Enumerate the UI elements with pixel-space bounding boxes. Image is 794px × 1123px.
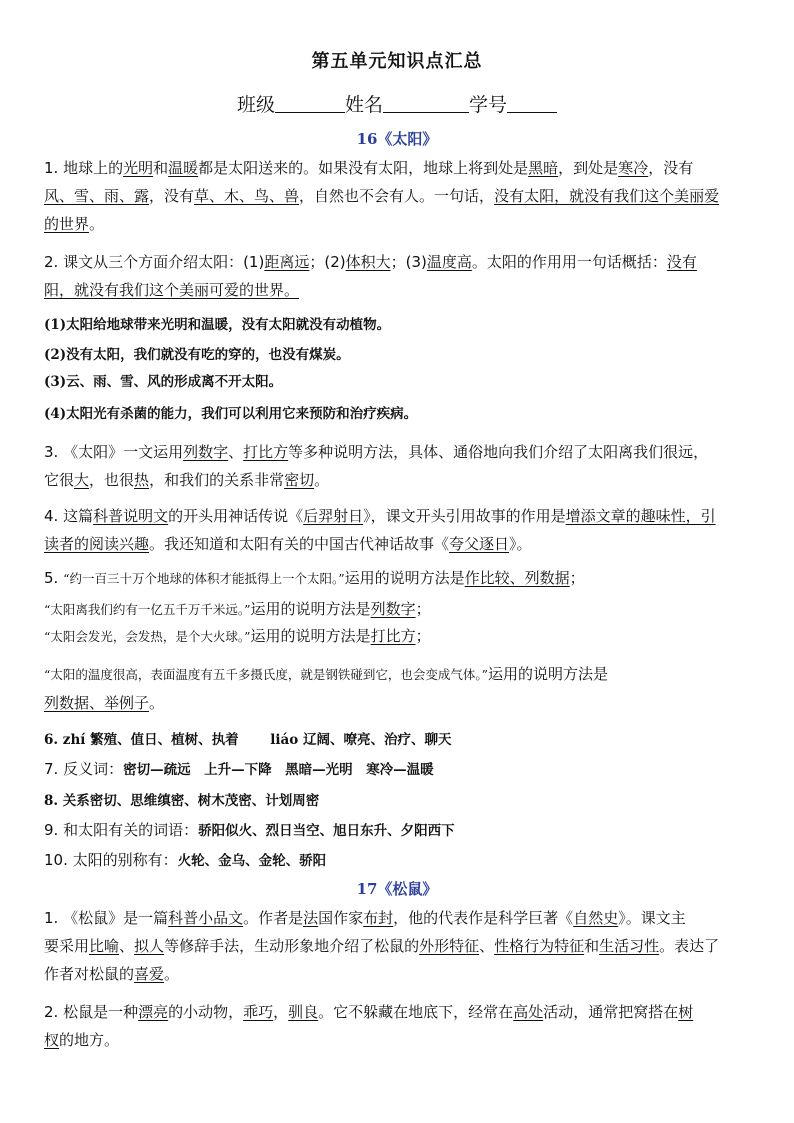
text-run: 和 [153,159,169,177]
text-run: 布封 [363,909,394,927]
text-run: 。 [89,215,105,233]
text-run: 。表达了 [659,937,720,955]
text-run: 光明 [123,159,154,177]
text-run: ，也很 [89,471,135,489]
text-run: 等多种说明方法，具体、通俗地向我们介绍了太阳离我们很远， [288,443,709,461]
item-17-1 [44,904,752,988]
text-run: 都是太阳送来的。如果没有太阳，地球上将到处是 [198,159,529,177]
text-run: 的世界 [44,215,90,233]
text-run: 运用的说明方法是 [344,569,465,587]
text-run: 喜爱 [134,965,165,983]
text-run: 黑暗 [528,159,559,177]
text-run: 密切—疏远 上升—下降 黑暗—光明 寒冷—温暖 [123,762,434,778]
text-run: 和 [584,937,600,955]
text-run: 距离远 [264,253,310,271]
text-run: ； [415,600,431,618]
item-17-2 [44,998,752,1054]
text-run: ；(3) [390,253,427,271]
text-run: 7. 反义词： [44,760,124,778]
text-run: 、 [228,443,244,461]
sun-role-3: (3)云、雨、雪、风的形成离不开太阳。 [44,374,283,390]
text-run: 4. 这篇 [44,507,94,525]
text-run: 活动，通常把窝搭在 [543,1003,679,1021]
text-run: 运用的说明方法是 [250,600,371,618]
text-run: 2. 松鼠是一种 [44,1003,139,1021]
class-blank [275,94,345,113]
text-run: 9. 和太阳有关的词语： [44,821,199,839]
text-run: 比喻 [89,937,120,955]
text-run: 10. 太阳的别称有： [44,851,178,869]
text-run: “太阳的温度很高，表面温度有五千多摄氏度，就是钢铁碰到它，也会变成气体。” [44,667,489,682]
sun-role-1: (1)太阳给地球带来光明和温暖，没有太阳就没有动植物。 [44,317,391,333]
page-title: 第五单元知识点汇总 [311,51,483,72]
text-run: 》。课文主 [618,909,686,927]
text-run: 运用的说明方法是 [488,665,609,683]
text-run: 驯良 [288,1003,319,1021]
text-run: 科普小品文 [168,909,244,927]
item-16-3 [44,438,752,494]
text-run: ，和我们的关系非常 [149,471,285,489]
text-run: ，到处是 [558,159,619,177]
text-run: 、 [119,937,135,955]
text-run: 作者对松鼠的 [44,965,135,983]
text-run: 。 [164,965,180,983]
text-run: 阳，就没有我们这个美丽可爱的世界。 [44,281,300,299]
item-16-2 [44,248,752,304]
text-run: ，他的代表作是科学巨著《 [393,909,574,927]
item-16-7 [44,755,752,784]
student-info-line [0,90,794,117]
text-run: 5. [44,569,64,587]
text-run: 温暖 [168,159,199,177]
text-run: 读者的阅读兴趣 [44,535,150,553]
text-run: ； [415,627,431,645]
text-run: 它很 [44,471,75,489]
text-run: 。我还知道和太阳有关的中国古代神话故事《 [149,535,450,553]
text-run: 骄阳似火、烈日当空、旭日东升、夕阳西下 [198,823,455,839]
sun-role-2: (2)没有太阳，我们就没有吃的穿的，也没有煤炭。 [44,347,350,363]
text-run: 作比较、列数据 [464,569,570,587]
text-run: 乖巧 [243,1003,274,1021]
text-run: 的开头用神话传说《 [168,507,304,525]
text-run: “太阳离我们约有一亿五千万千米远。” [44,602,251,617]
text-run: 增添文章的趣味性，引 [565,507,716,525]
text-run: 性格行为特征 [494,937,585,955]
text-run: 3. 《太阳》一文运用 [44,443,184,461]
text-run: 》，课文开头引用故事的作用是 [363,507,566,525]
section-heading-16: 16《太阳》 [356,130,438,148]
text-run: 的小动物， [168,1003,244,1021]
text-run: 打比方 [370,627,416,645]
text-run: 国作家 [318,909,364,927]
text-run: 草、木、鸟、兽 [194,187,300,205]
item-16-6: 6. zhí 繁殖、值日、植树、执着 liáo 辽阔、嘹亮、治疗、聊天 [44,732,452,748]
text-run: ；(2) [309,253,346,271]
item-16-9 [44,816,752,845]
text-run: 生活习性 [599,937,660,955]
text-run: 等修辞手法，生动形象地介绍了松鼠的 [164,937,420,955]
text-run: 漂亮 [138,1003,169,1021]
item-16-4 [44,502,752,558]
text-run: 列数据、举例子 [44,694,150,712]
text-run: 1. 《松鼠》是一篇 [44,909,169,927]
text-run: 列数字 [183,443,229,461]
text-run: 自然史 [573,909,619,927]
text-run: 夸父逐日 [449,535,510,553]
item-16-1 [44,154,752,238]
text-run: ； [569,569,585,587]
text-run: 外形特征 [419,937,480,955]
text-run: 。作者是 [243,909,304,927]
text-run: 体积大 [345,253,391,271]
text-run: 列数字 [370,600,416,618]
class-label: 班级 [236,94,275,116]
item-16-8: 8. 关系密切、思维缜密、树木茂密、计划周密 [44,793,320,809]
text-run: 。太阳的作用用一句话概括： [471,253,667,271]
text-run: 大 [74,471,90,489]
text-run: 树 [678,1003,694,1021]
text-run: 没有太阳，就没有我们这个美丽爱 [494,187,720,205]
text-run: 火轮、金乌、金轮、骄阳 [177,853,327,869]
text-run: “太阳会发光，会发热，是个大火球。” [44,629,251,644]
section-heading-17: 17《松鼠》 [356,880,438,898]
text-run: 杈 [44,1031,60,1049]
text-run: 密切 [284,471,315,489]
sun-role-4: (4)太阳光有杀菌的能力，我们可以利用它来预防和治疗疾病。 [44,406,418,422]
text-run: 寒冷 [618,159,649,177]
text-run: 高处 [513,1003,544,1021]
text-run: ，没有 [648,159,694,177]
name-label: 姓名 [344,94,383,116]
number-blank [507,94,557,113]
name-blank [383,94,469,113]
text-run: 的地方。 [59,1031,120,1049]
text-run: 没有 [666,253,697,271]
text-run: 运用的说明方法是 [250,627,371,645]
text-run: “约一百三十万个地球的体积才能抵得上一个太阳。” [63,571,345,586]
example-sentence-3 [44,660,752,718]
item-16-10 [44,846,752,875]
text-run: 打比方 [243,443,289,461]
text-run: 风、雪、雨、露 [44,187,150,205]
text-run: 法 [303,909,319,927]
text-run: ， [273,1003,289,1021]
text-run: 热 [134,471,150,489]
text-run: 2. 课文从三个方面介绍太阳：(1) [44,253,265,271]
text-run: 要采用 [44,937,90,955]
text-run: 拟人 [134,937,165,955]
text-run: ，自然也不会有人。一句话， [299,187,495,205]
text-run: 。它不躲藏在地底下，经常在 [318,1003,514,1021]
item-16-5 [44,566,752,591]
text-run: 》。 [509,535,532,553]
example-sentence-2 [44,624,752,649]
text-run: 。 [149,694,165,712]
text-run: 后羿射日 [303,507,364,525]
text-run: 1. 地球上的 [44,159,124,177]
text-run: 温度高 [426,253,472,271]
number-label: 学号 [469,94,508,116]
text-run: 、 [479,937,495,955]
example-sentence-1 [44,597,752,622]
text-run: ，没有 [149,187,195,205]
text-run: 科普说明文 [93,507,169,525]
text-run: 。 [314,471,330,489]
